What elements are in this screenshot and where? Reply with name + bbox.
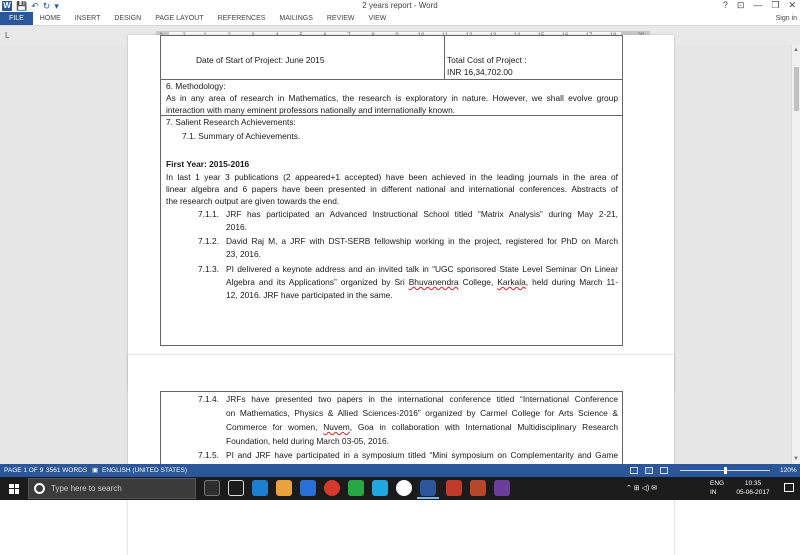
methodology-line: interaction with many eminent professors nationally and internationally known.: [166, 105, 456, 115]
save-icon[interactable]: 💾: [16, 1, 28, 11]
item-line: Foundation, held during March 03-05, 2016.: [226, 436, 389, 446]
item-line: JRF has participated an Advanced Instructional School titled “Matrix Analysis” during May 2-21,: [226, 209, 618, 219]
start-button[interactable]: [0, 477, 28, 500]
status-bar: [0, 464, 800, 477]
salient-achievements-heading: 7. Salient Research Achievements:: [166, 117, 296, 127]
table-rule: [160, 79, 623, 80]
item-line: on Mathematics, Physics & Allied Sciences-2016” organized by Carmel College for Arts Science &: [226, 408, 618, 418]
word-taskbar-icon[interactable]: [420, 480, 436, 496]
total-cost-value: INR 16,34,702.00: [447, 67, 513, 77]
item-line: Commerce for women, Nuvem, Goa in collaboration with International Multidisciplinary Research: [226, 422, 618, 432]
document-title: 2 years report - Word: [362, 1, 438, 10]
read-mode-icon[interactable]: [630, 467, 638, 474]
methodology-line: As in any area of research in Mathematics, the research is exploratory in nature. However, we shall evolve group: [166, 93, 618, 103]
tab-insert[interactable]: INSERT: [74, 15, 101, 22]
word-logo-icon[interactable]: W: [3, 1, 11, 10]
start-date-text: Date of Start of Project: June 2015: [196, 55, 325, 65]
tab-file[interactable]: FILE: [0, 12, 33, 25]
powerpoint-icon[interactable]: [470, 480, 486, 496]
tab-page-layout[interactable]: PAGE LAYOUT: [155, 15, 204, 22]
table-divider: [444, 35, 445, 79]
ribbon-tabs: [0, 12, 800, 25]
app-icon[interactable]: [348, 480, 364, 496]
tab-references[interactable]: REFERENCES: [217, 15, 266, 22]
item-number: 7.1.3.: [198, 264, 219, 274]
redo-icon[interactable]: ↻: [42, 1, 51, 11]
chrome-icon[interactable]: [324, 480, 340, 496]
system-tray-icons[interactable]: ⌃ ⊞ ◁) ✉: [626, 485, 658, 492]
minimize-button[interactable]: —: [753, 0, 763, 10]
spelling-flag[interactable]: Bhuvanendra: [408, 277, 459, 287]
windows-logo-icon: [9, 484, 19, 494]
first-year-line: the research output are given towards the end.: [166, 196, 340, 206]
edge-icon[interactable]: [252, 480, 268, 496]
customize-qat-icon[interactable]: ▾: [54, 1, 59, 11]
item-line: Algebra and its Applications” organized by Sri Bhuvanendra College, Karkala, held during March 11-: [226, 277, 619, 287]
task-view-icon[interactable]: [228, 480, 244, 496]
language-code: ENG: [710, 480, 725, 487]
tab-view[interactable]: VIEW: [368, 15, 387, 22]
item-number: 7.1.4.: [198, 394, 219, 404]
scroll-down-icon[interactable]: ▼: [793, 456, 799, 462]
item-line: 12, 2016. JRF have participated in the same.: [226, 290, 393, 300]
restore-button[interactable]: ❐: [771, 0, 780, 10]
zoom-level[interactable]: 120%: [780, 467, 797, 474]
scroll-up-icon[interactable]: ▲: [793, 47, 799, 53]
undo-icon[interactable]: ↶: [31, 1, 39, 11]
app-icon[interactable]: [494, 480, 510, 496]
item-line: 23, 2016.: [226, 249, 261, 259]
page-2[interactable]: [128, 355, 674, 555]
web-layout-icon[interactable]: [660, 467, 668, 474]
language-indicator[interactable]: ENGLISH (UNITED STATES): [102, 467, 187, 474]
windows-taskbar: [0, 477, 800, 500]
page-1[interactable]: [128, 35, 674, 392]
sign-in-link[interactable]: Sign in: [775, 15, 797, 22]
input-language[interactable]: [710, 479, 724, 497]
first-year-line: In last 1 year 3 publications (2 appeared+1 accepted) have been achieved in the leading journals in the area of: [166, 172, 618, 182]
file-explorer-icon[interactable]: [276, 480, 292, 496]
summary-heading: 7.1. Summary of Achievements.: [182, 131, 301, 141]
total-cost-label: Total Cost of Project :: [447, 55, 527, 65]
taskbar-search[interactable]: [28, 478, 196, 499]
proofing-icon[interactable]: ▣: [92, 467, 99, 474]
store-icon[interactable]: [300, 480, 316, 496]
item-line: David Raj M, a JRF with DST-SERB fellowship working in the project, registered for PhD on March: [226, 236, 618, 246]
item-line: PI and JRF have participated in a symposium titled “Mini symposium on Complementarity and Game: [226, 450, 618, 460]
window-controls: [723, 0, 796, 11]
clock[interactable]: [730, 479, 776, 497]
first-year-heading: First Year: 2015-2016: [166, 159, 250, 169]
title-bar: [0, 0, 800, 12]
clock-time: 10:35: [744, 480, 762, 487]
ribbon-display-options-icon[interactable]: ⊡: [736, 0, 745, 10]
scroll-thumb[interactable]: [794, 67, 799, 111]
action-center-icon[interactable]: [784, 483, 794, 492]
cortana-icon: [34, 483, 45, 494]
methodology-heading: 6. Methodology:: [166, 81, 226, 91]
item-number: 7.1.1.: [198, 209, 219, 219]
item-number: 7.1.5.: [198, 450, 219, 460]
clock-date: 05-06-2017: [736, 489, 770, 496]
tab-home[interactable]: HOME: [39, 15, 61, 22]
spelling-flag[interactable]: Nuvem: [323, 422, 350, 432]
acrobat-icon[interactable]: [446, 480, 462, 496]
spelling-flag[interactable]: Karkala: [497, 277, 526, 287]
skype-icon[interactable]: [372, 480, 388, 496]
tab-mailings[interactable]: MAILINGS: [279, 15, 313, 22]
tab-selector-icon[interactable]: L: [5, 31, 10, 40]
word-count[interactable]: 3561 WORDS: [46, 467, 88, 474]
vertical-scrollbar[interactable]: [791, 45, 800, 464]
print-layout-icon[interactable]: [645, 467, 653, 474]
zoom-slider-handle[interactable]: [724, 467, 727, 474]
first-year-line: linear algebra and 6 papers have been presented in different national and international conferences. Abstracts of: [166, 184, 618, 194]
page-count[interactable]: PAGE 1 OF 9: [4, 467, 44, 474]
region-code: IN: [710, 489, 717, 496]
item-line: PI delivered a keynote address and an invited talk in “UGC sponsored State Level Seminar On Linear: [226, 264, 618, 274]
hp-icon[interactable]: [396, 480, 412, 496]
item-line: JRFs have presented two papers in the international conference titled “International Conference: [226, 394, 618, 404]
microphone-icon[interactable]: [204, 480, 220, 496]
close-button[interactable]: ✕: [788, 0, 796, 10]
search-input[interactable]: [51, 482, 191, 495]
help-icon[interactable]: ?: [722, 0, 728, 10]
tab-review[interactable]: REVIEW: [326, 15, 355, 22]
tab-design[interactable]: DESIGN: [114, 15, 142, 22]
document-canvas[interactable]: [0, 45, 791, 464]
item-line: 2016.: [226, 222, 247, 232]
item-number: 7.1.2.: [198, 236, 219, 246]
